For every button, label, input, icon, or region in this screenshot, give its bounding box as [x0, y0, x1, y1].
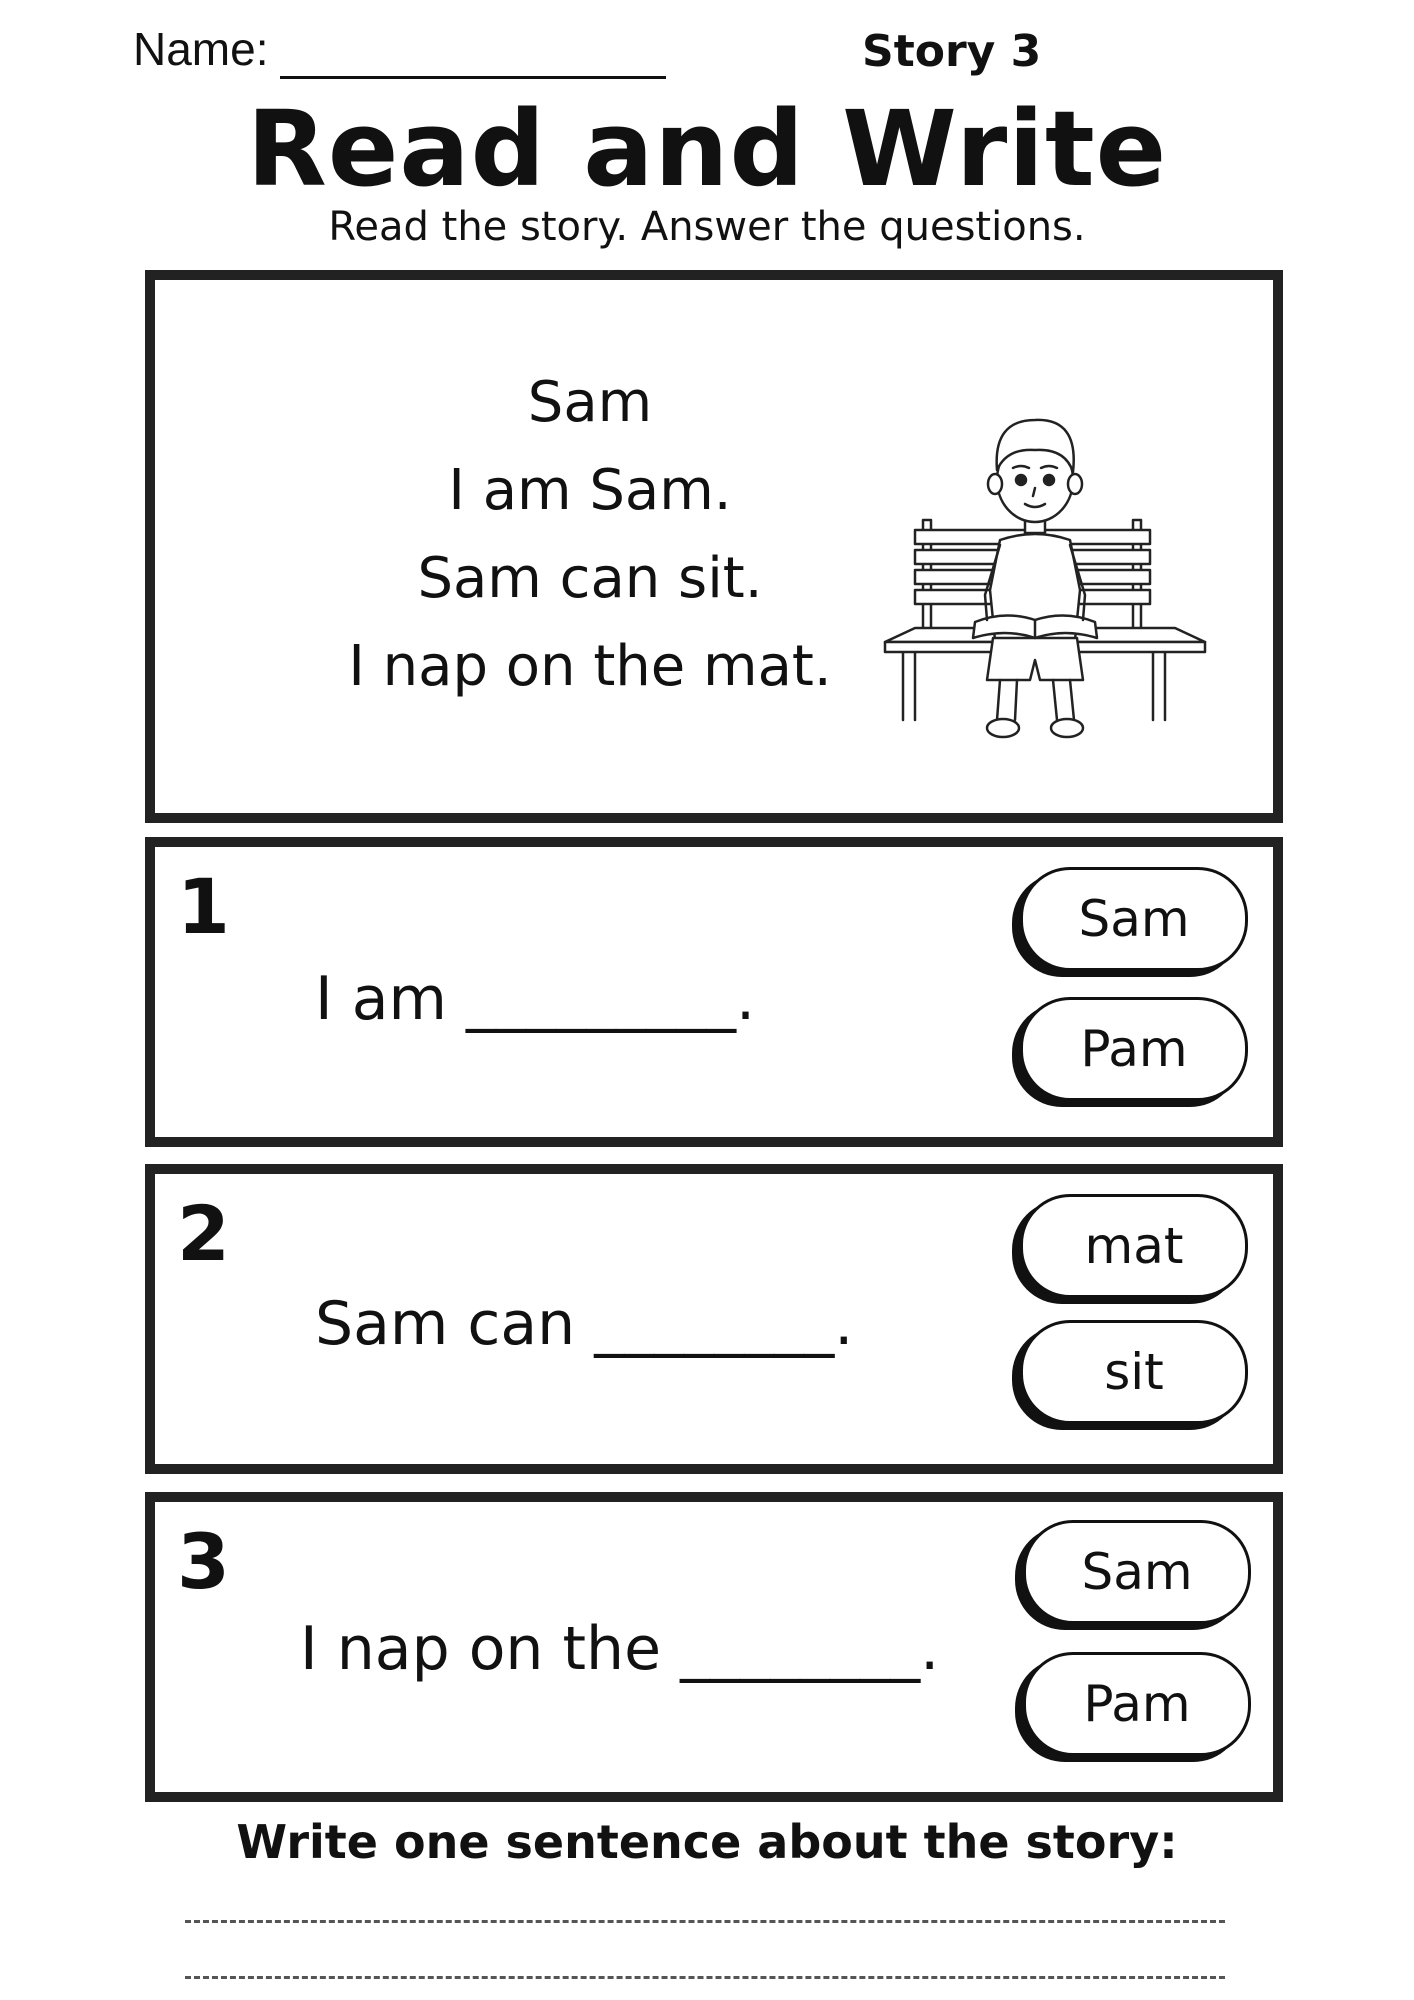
- writing-prompt: Write one sentence about the story:: [236, 1815, 1178, 1869]
- answer-option-pam[interactable]: Pam: [1023, 1652, 1251, 1756]
- story-line: I nap on the mat.: [348, 634, 832, 699]
- story-line: I am Sam.: [448, 458, 732, 523]
- answer-option-sam[interactable]: Sam: [1020, 867, 1248, 971]
- answer-option-sit[interactable]: sit: [1020, 1320, 1248, 1424]
- name-label: Name:: [133, 23, 269, 75]
- story-line: Sam can sit.: [417, 546, 763, 611]
- question-sentence: I nap on the ________.: [300, 1614, 940, 1684]
- answer-option-pam[interactable]: Pam: [1020, 997, 1248, 1101]
- story-title: Sam: [527, 370, 653, 435]
- question-sentence: I am _________.: [315, 964, 756, 1034]
- boy-on-bench-reading-icon: [875, 380, 1235, 740]
- question-box-3: [145, 1492, 1283, 1802]
- story-box: [145, 270, 1283, 823]
- question-box-1: [145, 837, 1283, 1147]
- writing-line[interactable]: [185, 1976, 1225, 1979]
- question-number: 2: [177, 1189, 230, 1278]
- story-number: Story 3: [862, 26, 1042, 77]
- instructions: Read the story. Answer the questions.: [328, 204, 1086, 250]
- question-number: 1: [177, 862, 230, 951]
- answer-option-sam[interactable]: Sam: [1023, 1520, 1251, 1624]
- answer-option-mat[interactable]: mat: [1020, 1194, 1248, 1298]
- question-number: 3: [177, 1517, 230, 1606]
- question-box-2: [145, 1164, 1283, 1474]
- question-sentence: Sam can ________.: [315, 1289, 854, 1359]
- page-title: Read and Write: [246, 88, 1168, 210]
- name-field[interactable]: [280, 76, 666, 79]
- writing-line[interactable]: [185, 1920, 1225, 1923]
